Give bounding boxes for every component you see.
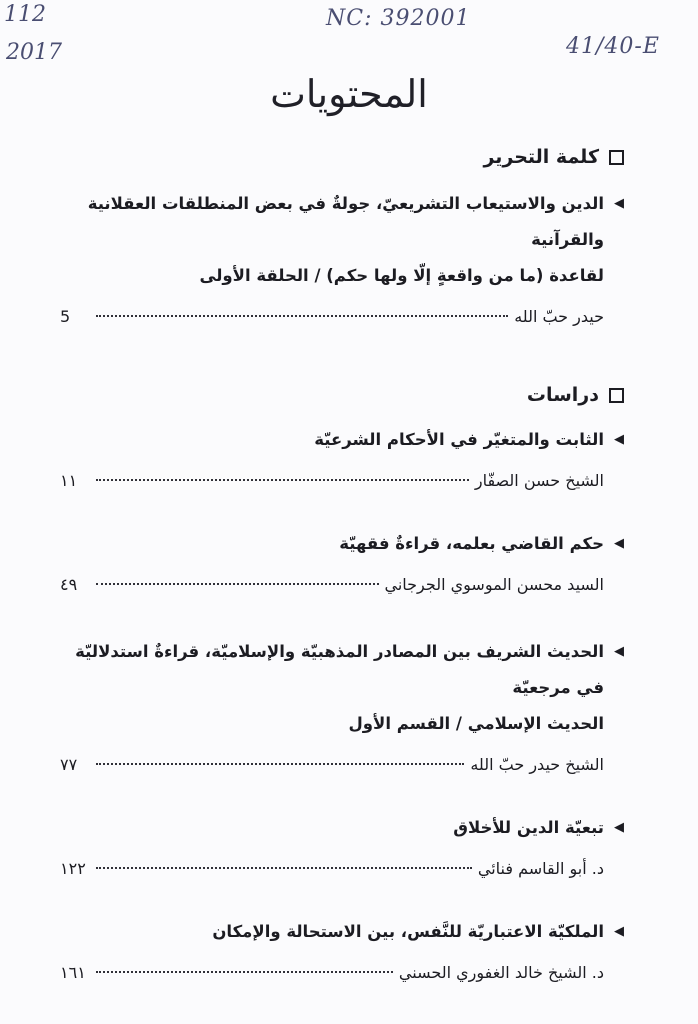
entry-title-line: [60, 914, 624, 950]
entry-author-line: [60, 570, 624, 600]
triangle-bullet-icon: ◀: [614, 924, 624, 939]
triangle-bullet-icon: ◀: [614, 432, 624, 447]
triangle-bullet-icon: ◀: [614, 644, 624, 659]
entry-author-line: [60, 302, 624, 332]
dot-leader: [96, 479, 469, 481]
section-title: دراسات: [526, 384, 599, 406]
entry-author: السيد محسن الموسوي الجرجاني: [384, 575, 604, 594]
entry-title-line: [60, 706, 624, 742]
entry-author: حيدر حبّ الله: [514, 307, 604, 326]
entry-author-line: [60, 958, 624, 988]
handwritten-year: 2017: [6, 40, 62, 65]
entry-title-line: [60, 186, 624, 258]
triangle-bullet-icon: ◀: [614, 536, 624, 551]
dot-leader: [96, 971, 393, 973]
entry-title-text: حكم القاضي بعلمه، قراءةٌ فقهيّة: [339, 534, 604, 553]
entry-page-number: ٤٩: [60, 575, 78, 594]
section-title: كلمة التحرير: [483, 146, 599, 168]
entry-page-number: 5: [60, 307, 71, 326]
entry-title-line: [60, 526, 624, 562]
triangle-bullet-icon: ◀: [614, 196, 624, 211]
toc-content: [60, 146, 624, 988]
entry-title-text: لقاعدة (ما من واقعةٍ إلّا ولها حكم) / الحلقة الأولى: [199, 266, 604, 285]
toc-entry: [60, 186, 624, 332]
entry-author: الشيخ حيدر حبّ الله: [470, 755, 604, 774]
entry-title-text: الملكيّة الاعتباريّة للنَّفس، بين الاستحالة والإمكان: [212, 922, 604, 941]
entry-author: د. أبو القاسم فنائي: [477, 859, 604, 878]
entry-title-line: [60, 634, 624, 706]
dot-leader: [96, 315, 508, 317]
entry-title-line: [60, 810, 624, 846]
entry-page-number: ١١: [60, 471, 78, 490]
handwritten-catalog-number: NC: 392001: [326, 6, 471, 31]
entry-page-number: ١٢٢: [60, 859, 86, 878]
checkbox-square-icon: [609, 150, 624, 165]
toc-entry: [60, 810, 624, 884]
handwritten-issue-number: 41/40-E: [566, 34, 660, 59]
entry-author-line: [60, 466, 624, 496]
entry-title-line: [60, 258, 624, 294]
dot-leader: [96, 867, 472, 869]
entry-author-line: [60, 854, 624, 884]
entry-title-text: الحديث الإسلامي / القسم الأول: [348, 714, 604, 733]
entry-title-line: [60, 422, 624, 458]
triangle-bullet-icon: [610, 258, 624, 294]
toc-entry: [60, 526, 624, 600]
triangle-bullet-icon: [610, 706, 624, 742]
entry-author: د. الشيخ خالد الغفوري الحسني: [398, 963, 604, 982]
page-title: المحتويات: [270, 72, 428, 116]
entry-title-text: تبعيّة الدين للأخلاق: [453, 818, 604, 837]
entry-page-number: ١٦١: [60, 963, 86, 982]
entry-title-text: الحديث الشريف بين المصادر المذهبيّة والإسلاميّة، قراءةٌ استدلاليّة في مرجعيّة: [75, 642, 604, 697]
entry-author-line: [60, 750, 624, 780]
toc-entry: [60, 914, 624, 988]
entry-title-text: الدين والاستيعاب التشريعيّ، جولةٌ في بعض المنطلقات العقلانية والقرآنية: [87, 194, 604, 249]
dot-leader: [96, 763, 464, 765]
entry-title-text: الثابت والمتغيّر في الأحكام الشرعيّة: [314, 430, 604, 449]
toc-entry: [60, 634, 624, 780]
toc-entry: [60, 422, 624, 496]
triangle-bullet-icon: ◀: [614, 820, 624, 835]
checkbox-square-icon: [609, 388, 624, 403]
entry-author: الشيخ حسن الصفّار: [474, 471, 604, 490]
handwritten-number: 112: [4, 2, 46, 27]
section-heading: [60, 146, 624, 168]
entry-page-number: ٧٧: [60, 755, 78, 774]
dot-leader: [96, 583, 379, 585]
section-heading: [60, 384, 624, 406]
